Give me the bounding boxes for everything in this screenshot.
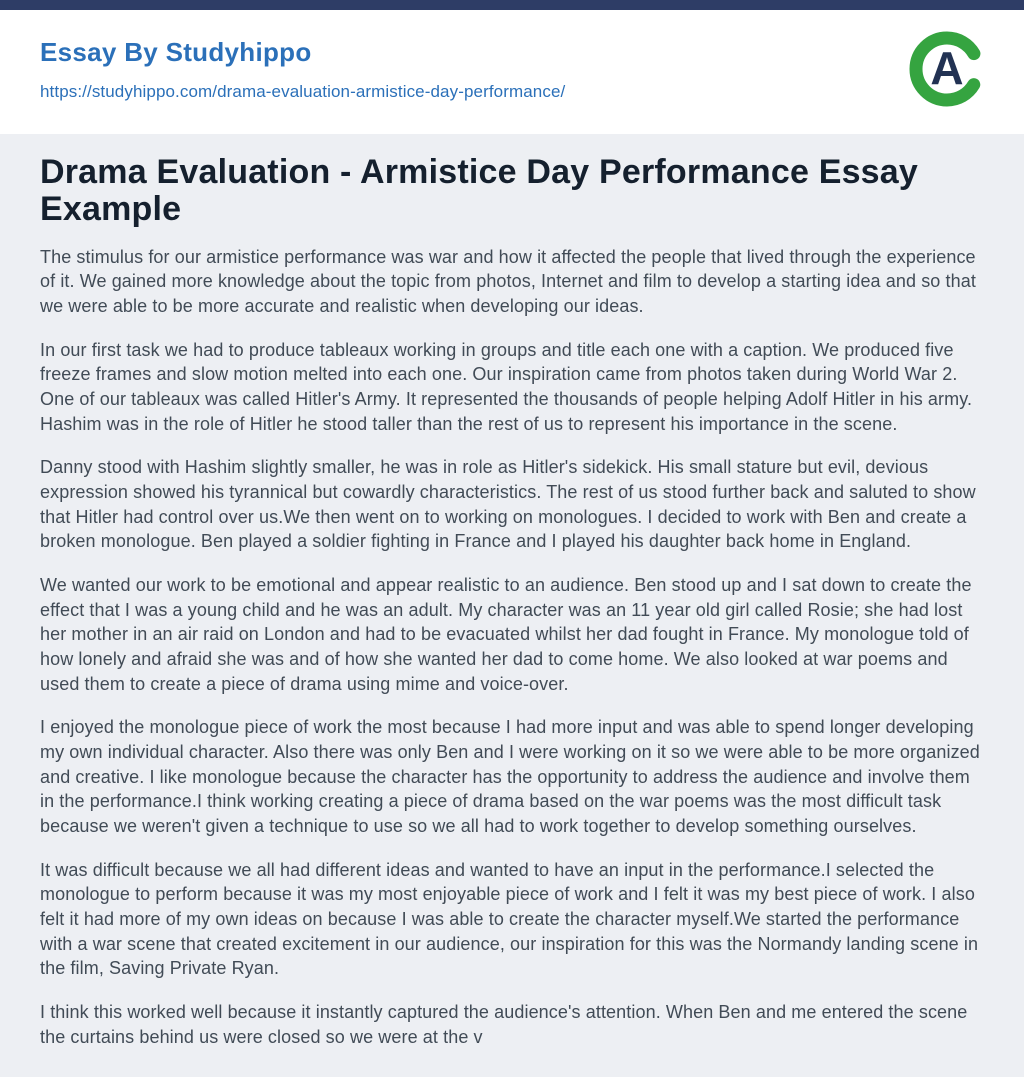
essay-paragraph: It was difficult because we all had different ideas and wanted to have an input in the performance.I selected the monologue to perform because it was my most enjoyable piece of work and I felt it was my best piece of work. I also felt it had more of my own ideas on because I was able to create the character myself.We started the performance with a war scene that created excitement in our audience, our inspiration for this was the Normandy landing scene in the film, Saving Private Ryan. — [40, 859, 979, 979]
essay-body — [40, 245, 984, 1049]
essay-url-link[interactable]: https://studyhippo.com/drama-evaluation-armistice-day-performance/ — [40, 81, 566, 101]
essay-paragraph: I think this worked well because it instantly captured the audience's attention. When Ben and me entered the scene the curtains behind us were closed so we were at the v — [40, 1001, 968, 1047]
essay-title: Drama Evaluation - Armistice Day Performance Essay Example — [40, 153, 919, 229]
top-accent-bar — [0, 0, 1024, 10]
essay-page — [0, 134, 1024, 1049]
essay-paragraph: In our first task we had to produce tableaux working in groups and title each one with a caption. We produced five freeze frames and slow motion melted into each one. Our inspiration came from photos taken during World War 2. One of our tableaux was called Hitler's Army. It represented the thousands of people helping Adolf Hitler in his army. Hashim was in the role of Hitler he stood taller than the rest of us to represent his importance in the scene. — [40, 339, 973, 434]
essay-paragraph: The stimulus for our armistice performance was war and how it affected the people that lived through the experience of it. We gained more knowledge about the topic from photos, Internet and film to develop a starting idea and so that we were able to be more accurate and realistic when developing our ideas. — [40, 246, 976, 317]
site-title: Essay By Studyhippo — [40, 36, 312, 67]
site-header — [0, 10, 1024, 134]
logo-letter: A — [930, 42, 964, 94]
essay-paragraph: Danny stood with Hashim slightly smaller, he was in role as Hitler's sidekick. His small stature but evil, devious expression showed his tyrannical but cowardly characteristics. The rest of us stood further back and saluted to show that Hitler had control over us.We then went on to working on monologues. I decided to work with Ben and create a broken monologue. Ben played a soldier fighting in France and I played his daughter back home in England. — [40, 457, 976, 552]
studyhippo-logo[interactable] — [908, 30, 986, 108]
header-text — [40, 37, 565, 102]
essay-paragraph: We wanted our work to be emotional and appear realistic to an audience. Ben stood up and I sat down to create the effect that I was a young child and he was an adult. My character was an 11 year old girl called Rosie; she had lost her mother in an air raid on London and had to be evacuated whilst her dad fought in France. My monologue told of how lonely and afraid she was and of how she wanted her dad to come home. We also looked at war poems and used them to create a piece of drama using mime and voice-over. — [40, 575, 972, 694]
essay-paragraph: I enjoyed the monologue piece of work the most because I had more input and was able to spend longer developing my own individual character. Also there was only Ben and I were working on it so we were able to be more organized and creative. I like monologue because the character has the opportunity to address the audience and involve them in the performance.I think working creating a piece of drama based on the war poems was the most difficult task because we weren't given a technique to use so we all had to work together to develop something ourselves. — [40, 717, 980, 836]
